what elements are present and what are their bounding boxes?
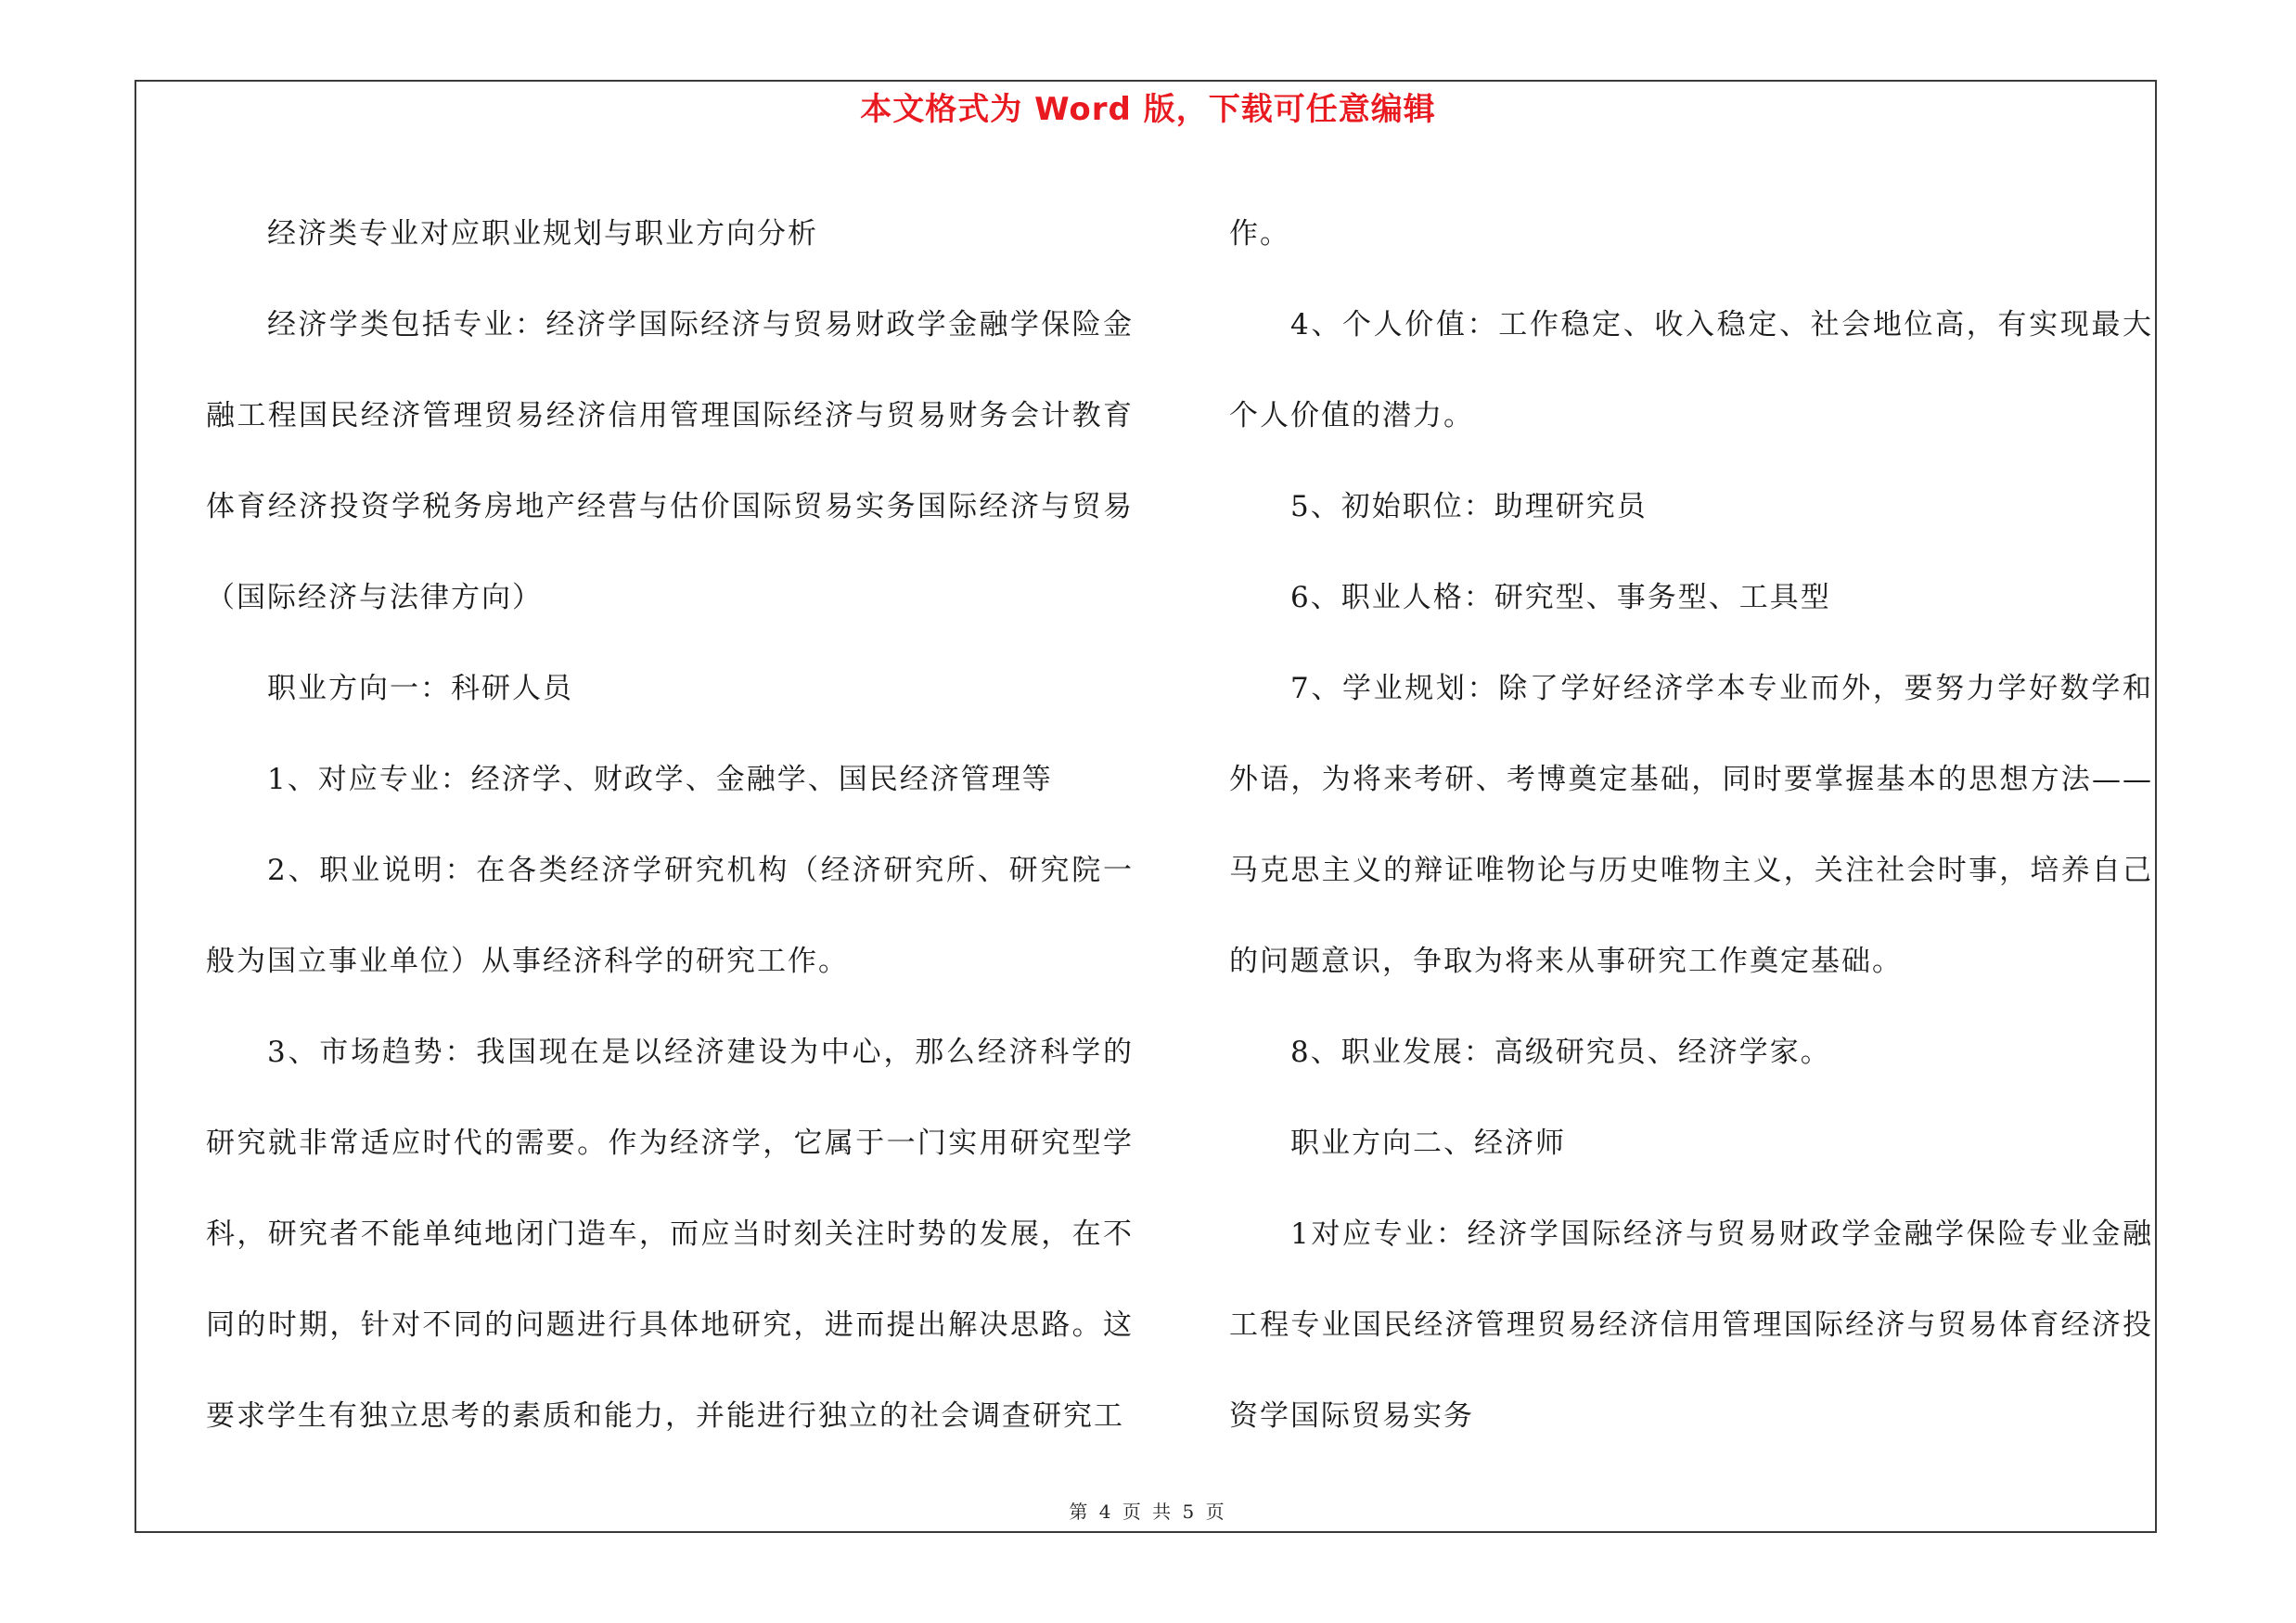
paragraph-market-trend: 3、市场趋势：我国现在是以经济建设为中心，那么经济科学的研究就非常适应时代的需要。作为经济学，它属于一门实用研究型学科，研究者不能单纯地闭门造车，而应当时刻关注时势的发展，在不同的时期，针对不同的问题进行具体地研究，进而提出解决思路。这要求学生有独立思考的素质和能力，并能进行独立的社会调查研究工 (206, 1036, 1134, 1433)
section-heading-direction-one: 职业方向一：科研人员 (267, 672, 573, 705)
paragraph-job-description: 2、职业说明：在各类经济学研究机构（经济研究所、研究院一般为国立事业单位）从事经济科学的研究工作。 (206, 854, 1134, 978)
paragraph-initial-position: 5、初始职位：助理研究员 (1290, 490, 1648, 523)
right-column (1229, 188, 2153, 1462)
paragraph-majors-list: 经济学类包括专业：经济学国际经济与贸易财政学金融学保险金融工程国民经济管理贸易经济信用管理国际经济与贸易财务会计教育体育经济投资学税务房地产经营与估价国际贸易实务国际经济与贸易（国际经济与法律方向） (206, 308, 1134, 614)
document-title: 经济类专业对应职业规划与职业方向分析 (267, 217, 818, 251)
paragraph-corresponding-majors: 1、对应专业：经济学、财政学、金融学、国民经济管理等 (267, 763, 1053, 796)
format-notice-banner: 本文格式为 Word 版，下载可任意编辑 (860, 91, 1436, 128)
section-heading-direction-two: 职业方向二、经济师 (1290, 1127, 1566, 1160)
paragraph-economist-majors: 1对应专业：经济学国际经济与贸易财政学金融学保险专业金融工程专业国民经济管理贸易经济信用管理国际经济与贸易体育经济投资学国际贸易实务 (1229, 1217, 2153, 1433)
paragraph-career-development: 8、职业发展：高级研究员、经济学家。 (1290, 1036, 1831, 1069)
page-number-footer: 第 4 页 共 5 页 (1069, 1501, 1227, 1523)
paragraph-study-plan: 7、学业规划：除了学好经济学本专业而外，要努力学好数学和外语，为将来考研、考博奠定基础，同时要掌握基本的思想方法——马克思主义的辩证唯物论与历史唯物主义，关注社会时事，培养自己的问题意识，争取为将来从事研究工作奠定基础。 (1229, 672, 2153, 978)
left-column (206, 188, 1134, 1462)
paragraph-continuation: 作。 (1229, 217, 1290, 251)
paragraph-career-personality: 6、职业人格：研究型、事务型、工具型 (1290, 581, 1831, 614)
paragraph-personal-value: 4、个人价值：工作稳定、收入稳定、社会地位高，有实现最大个人价值的潜力。 (1229, 308, 2153, 432)
